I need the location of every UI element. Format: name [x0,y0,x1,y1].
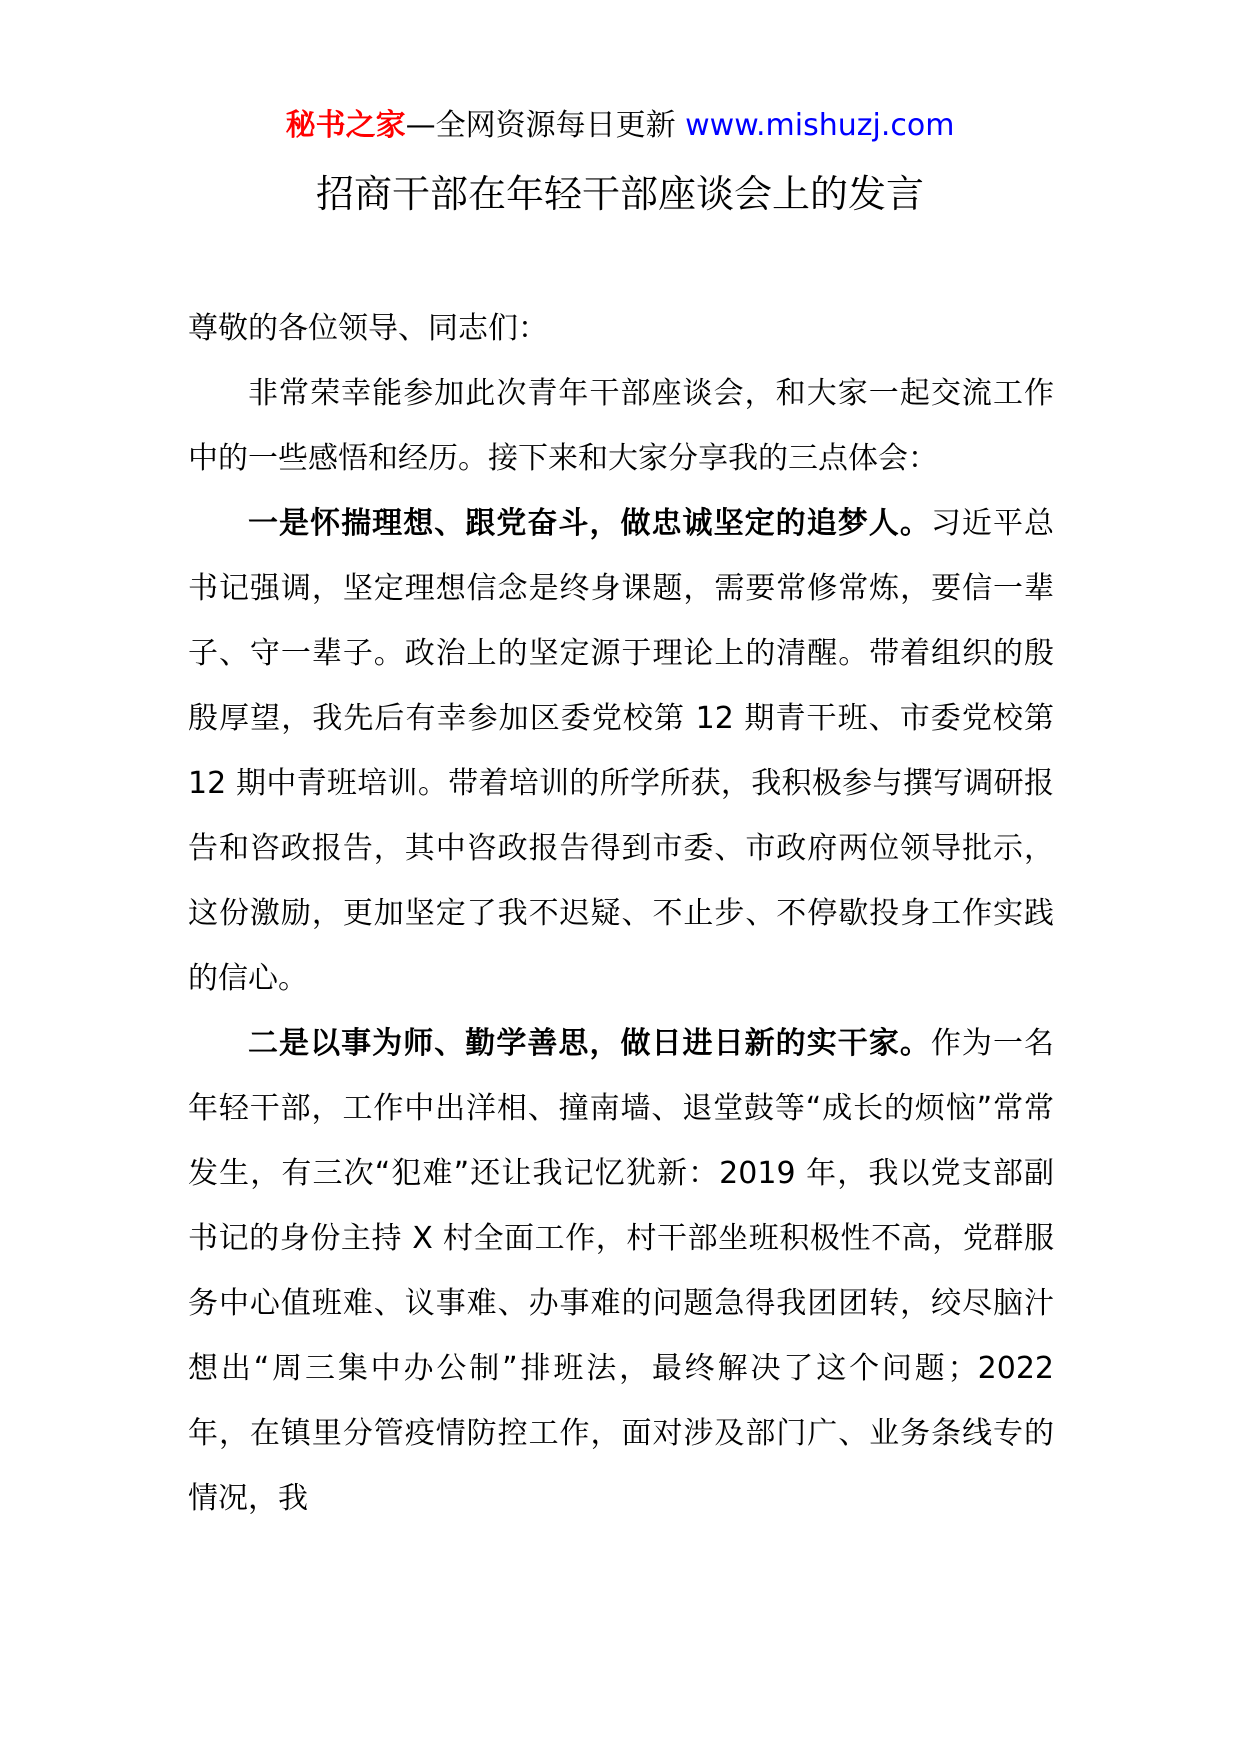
point-two-paragraph [188,1011,1054,1531]
point-one-lead: 一是怀揣理想、跟党奋斗，做忠诚坚定的追梦人。 [248,506,931,541]
site-url-link[interactable]: www.mishuzj.com [685,108,955,143]
point-two-lead: 二是以事为师、勤学善思，做日进日新的实干家。 [248,1026,931,1061]
document-title: 招商干部在年轻干部座谈会上的发言 [315,172,924,216]
point-one-paragraph [188,491,1054,1011]
salutation: 尊敬的各位领导、同志们： [188,311,548,346]
intro-paragraph: 非常荣幸能参加此次青年干部座谈会，和大家一起交流工作中的一些感悟和经历。接下来和大家分享我的三点体会： [188,376,1054,476]
site-brand: 秘书之家 [285,108,406,143]
point-one-text: 习近平总书记强调，坚定理想信念是终身课题，需要常修常炼，要信一辈子、守一辈子。政治上的坚定源于理论上的清醒。带着组织的殷殷厚望，我先后有幸参加区委党校第 12 期青干班、市委党校第 12 期中青班培训。带着培训的所学所获，我积极参与撰写调研报告和咨政报告，其中咨政报告得到市委、市政府两位领导批示，这份激励，更加坚定了我不迟疑、不止步、不停歇投身工作实践的信心。 [188,506,1055,996]
site-header [0,104,1240,148]
site-tagline: —全网资源每日更新 [405,108,686,143]
document-body [188,296,1054,1531]
point-two-text: 作为一名年轻干部，工作中出洋相、撞南墙、退堂鼓等“成长的烦恼”常常发生，有三次“犯难”还让我记忆犹新：2019 年，我以党支部副书记的身份主持 X 村全面工作，村干部坐班积极性不高，党群服务中心值班难、议事难、办事难的问题急得我团团转，绞尽脑汁想出“周三集中办公制”排班法，最终解决了这个问题；2022 年，在镇里分管疫情防控工作，面对涉及部门广、业务条线专的情况，我 [188,1026,1055,1516]
